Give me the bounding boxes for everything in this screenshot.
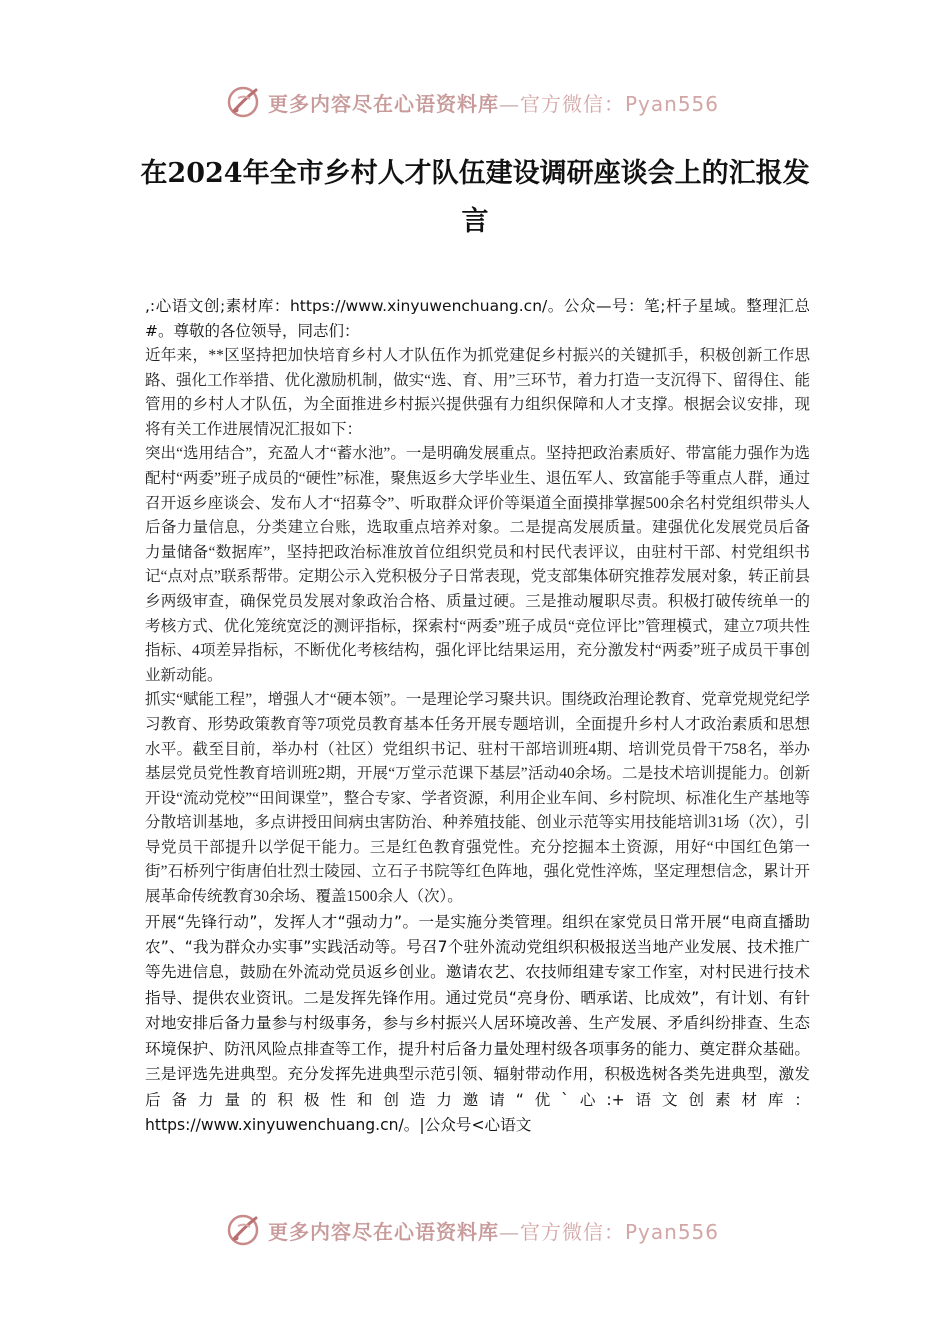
- banner-wechat: 官方微信：Pyan556: [520, 91, 720, 116]
- lead-paragraph: ,:心语文创;素材库：https://www.xinyuwenchuang.cn/。公众—号：笔;杆子星域。整理汇总#。尊敬的各位领导，同志们：: [145, 297, 810, 340]
- brush-logo-icon: [226, 1212, 262, 1248]
- header-banner: [0, 82, 950, 122]
- body-paragraph: 抓实“赋能工程”，增强人才“硬本领”。一是理论学习聚共识。围绕政治理论教育、党章党规党纪学习教育、形势政策教育等7项党员教育基本任务开展专题培训，全面提升乡村人才政治素质和思想水平。截至目前，举办村（社区）党组织书记、驻村干部培训班4期、培训党员骨干758名，举办基层党员党性教育培训班2期，开展“万堂示范课下基层”活动40余场。二是技术培训提能力。创新开设“流动党校”“田间课堂”，整合专家、学者资源，利用企业车间、乡村院坝、标准化生产基地等分散培训基地，多点讲授田间病虫害防治、种养殖技能、创业示范等实用技能培训31场（次），引导党员干部提升以学促干能力。三是红色教育强党性。充分挖掘本土资源，用好“中国红色第一街”石桥列宁街唐伯壮烈士陵园、立石子书院等红色阵地，强化党性淬炼，坚定理想信念，累计开展革命传统教育30余场、覆盖1500余人（次）。: [145, 691, 810, 906]
- brush-logo-icon: [226, 84, 262, 120]
- document-title: 在2024年全市乡村人才队伍建设调研座谈会上的汇报发言: [140, 158, 810, 237]
- banner-dash: —: [499, 91, 520, 116]
- footer-banner: [0, 1210, 950, 1250]
- banner-wechat: 官方微信：Pyan556: [520, 1219, 720, 1244]
- banner-text: 更多内容尽在心语资料库: [268, 1219, 499, 1244]
- banner-text: 更多内容尽在心语资料库: [268, 91, 499, 116]
- document-body: [145, 294, 810, 1138]
- final-paragraph: 开展“先锋行动”，发挥人才“强动力”。一是实施分类管理。组织在家党员日常开展“电商直播助农”、“我为群众办实事”实践活动等。号召7个驻外流动党组织积极报送当地产业发展、技术推广等先进信息，鼓励在外流动党员返乡创业。邀请农艺、农技师组建专家工作室，对村民进行技术指导、提供农业资讯。二是发挥先锋作用。通过党员“亮身份、晒承诺、比成效”，有计划、有针对地安排后备力量参与村级事务，参与乡村振兴人居环境改善、生产发展、矛盾纠纷排查、生态环境保护、防汛风险点排查等工作，提升村后备力量处理村级各项事务的能力、奠定群众基础。三是评选先进典型。充分发挥先进典型示范引领、辐射带动作用，积极选树各类先进典型，激发后备力量的积极性和创造力邀请“优`心:+语文创素材库：https://www.xinyuwenchuang.cn/。|公众号<心语文: [145, 912, 810, 1134]
- banner-dash: —: [499, 1219, 520, 1244]
- body-paragraph: 突出“选用结合”，充盈人才“蓄水池”。一是明确发展重点。坚持把政治素质好、带富能力强作为选配村“两委”班子成员的“硬性”标准，聚焦返乡大学毕业生、退伍军人、致富能手等重点人群，通过召开返乡座谈会、发布人才“招募令”、听取群众评价等渠道全面摸排掌握500余名村党组织带头人后备力量信息，分类建立台账，选取重点培养对象。二是提高发展质量。建强优化发展党员后备力量储备“数据库”，坚持把政治标准放首位组织党员和村民代表评议，由驻村干部、村党组织书记“点对点”联系帮带。定期公示入党积极分子日常表现，党支部集体研究推荐发展对象，转正前县乡两级审查，确保党员发展对象政治合格、质量过硬。三是推动履职尽责。积极打破传统单一的考核方式、优化笼统宽泛的测评指标，探索村“两委”班子成员“竞位评比”管理模式，建立7项共性指标、4项差异指标，不断优化考核结构，强化评比结果运用，充分激发村“两委”班子成员干事创业新动能。: [145, 445, 810, 684]
- body-paragraph: 近年来，**区坚持把加快培育乡村人才队伍作为抓党建促乡村振兴的关键抓手，积极创新工作思路、强化工作举措、优化激励机制，做实“选、育、用”三环节，着力打造一支沉得下、留得住、能管用的乡村人才队伍，为全面推进乡村振兴提供强有力组织保障和人才支撑。根据会议安排，现将有关工作进展情况汇报如下：: [145, 347, 810, 438]
